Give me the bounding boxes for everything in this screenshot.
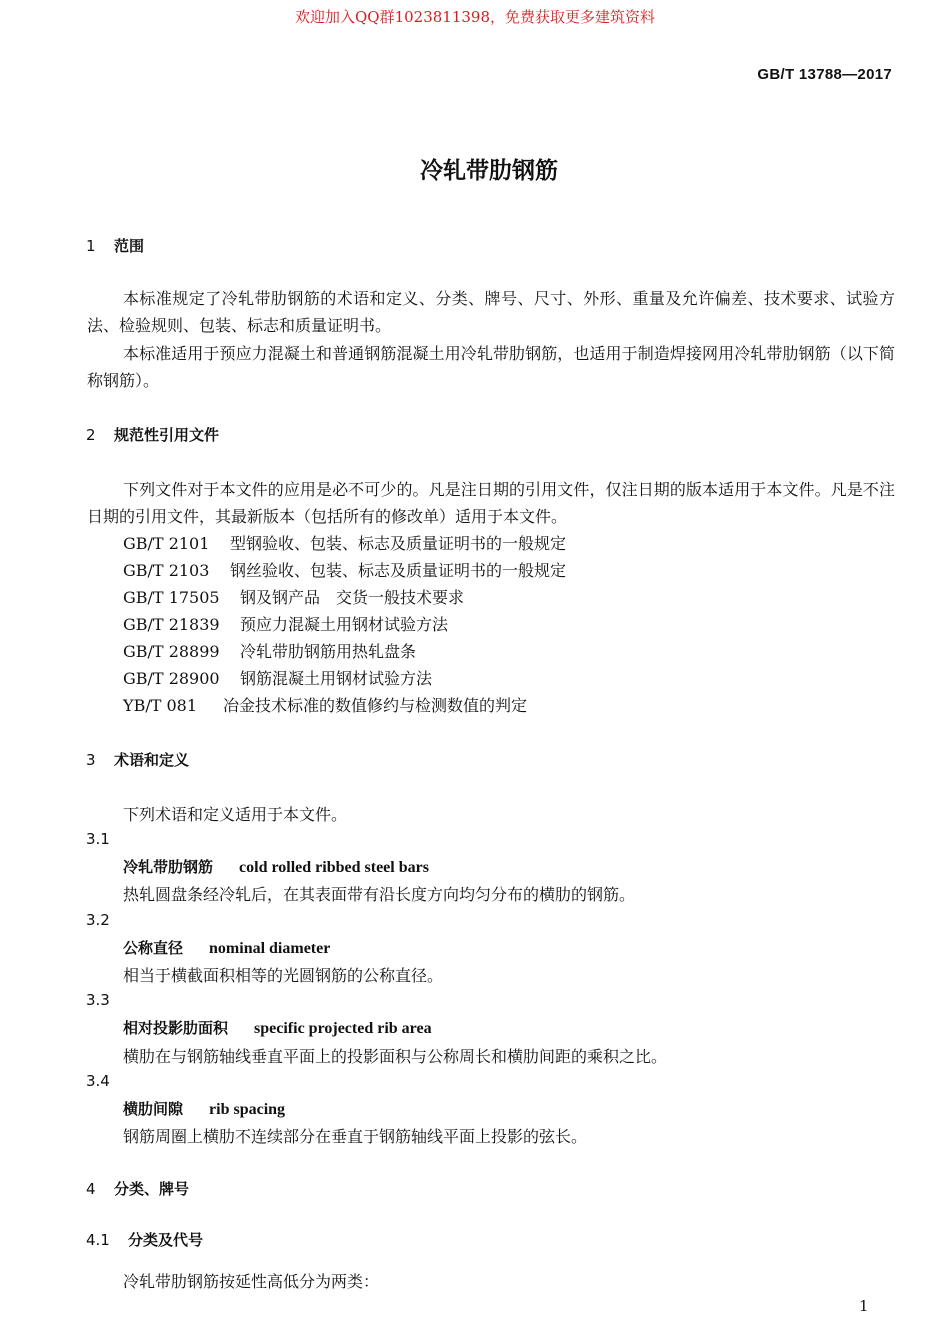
reference-title: 冶金技术标准的数值修约与检测数值的判定 xyxy=(223,696,528,715)
reference-title: 预应力混凝土用钢材试验方法 xyxy=(240,615,449,634)
section-3-heading xyxy=(86,749,189,770)
reference-title: 冷轧带肋钢筋用热轧盘条 xyxy=(240,642,417,661)
reference-title: 钢丝验收、包装、标志及质量证明书的一般规定 xyxy=(230,561,567,580)
section-title: 范围 xyxy=(114,237,145,255)
section-number: 3 xyxy=(86,751,96,769)
reference-item xyxy=(123,639,416,662)
section-4-paragraph: 冷轧带肋钢筋按延性高低分为两类： xyxy=(123,1272,380,1291)
term-definition: 横肋在与钢筋轴线垂直平面上的投影面积与公称周长和横肋间距的乘积之比。 xyxy=(123,1047,668,1066)
section-title: 分类、牌号 xyxy=(114,1180,190,1198)
term-heading xyxy=(123,1017,432,1038)
document-title: 冷轧带肋钢筋 xyxy=(420,158,558,184)
standard-number: GB/T 13788—2017 xyxy=(757,66,892,83)
reference-code: GB/T 28899 xyxy=(123,642,220,661)
term-number: 3.4 xyxy=(86,1072,110,1090)
term-chinese: 横肋间隙 xyxy=(123,1100,184,1118)
term-heading xyxy=(123,1098,285,1119)
section-number: 1 xyxy=(86,237,96,255)
reference-title: 钢筋混凝土用钢材试验方法 xyxy=(240,669,433,688)
reference-item xyxy=(123,666,432,689)
reference-code: YB/T 081 xyxy=(123,696,198,715)
reference-item xyxy=(123,612,448,635)
reference-item xyxy=(123,558,566,581)
term-number: 3.1 xyxy=(86,830,110,848)
reference-code: GB/T 2103 xyxy=(123,561,210,580)
reference-item xyxy=(123,693,527,716)
reference-code: GB/T 21839 xyxy=(123,615,220,634)
term-english: rib spacing xyxy=(209,1101,286,1118)
term-chinese: 相对投影肋面积 xyxy=(123,1019,229,1037)
term-definition: 钢筋周圈上横肋不连续部分在垂直于钢筋轴线平面上投影的弦长。 xyxy=(123,1127,588,1146)
subsection-4-1-heading xyxy=(86,1229,203,1250)
term-definition: 热轧圆盘条经冷轧后，在其表面带有沿长度方向均匀分布的横肋的钢筋。 xyxy=(123,885,636,904)
section-2-paragraph: 下列文件对于本文件的应用是必不可少的。凡是注日期的引用文件，仅注日期的版本适用于本文件。凡是不注日期的引用文件，其最新版本（包括所有的修改单）适用于本文件。 xyxy=(87,480,895,526)
section-1-paragraph-1: 本标准规定了冷轧带肋钢筋的术语和定义、分类、牌号、尺寸、外形、重量及允许偏差、技术要求、试验方法、检验规则、包装、标志和质量证明书。 xyxy=(87,289,895,335)
reference-title: 钢及钢产品 交货一般技术要求 xyxy=(240,588,465,607)
term-english: cold rolled ribbed steel bars xyxy=(239,859,429,876)
term-number: 3.2 xyxy=(86,911,110,929)
section-2-heading xyxy=(86,424,219,445)
subsection-number: 4.1 xyxy=(86,1231,110,1249)
section-number: 4 xyxy=(86,1180,96,1198)
page-number: 1 xyxy=(859,1297,869,1315)
term-definition: 相当于横截面积相等的光圆钢筋的公称直径。 xyxy=(123,966,444,985)
term-heading xyxy=(123,856,429,877)
term-chinese: 冷轧带肋钢筋 xyxy=(123,858,214,876)
section-title: 规范性引用文件 xyxy=(114,426,220,444)
section-1-paragraph-2: 本标准适用于预应力混凝土和普通钢筋混凝土用冷轧带肋钢筋，也适用于制造焊接网用冷轧带肋钢筋（以下简称钢筋）。 xyxy=(87,344,895,390)
term-heading xyxy=(123,937,330,958)
section-4-heading xyxy=(86,1178,189,1199)
term-chinese: 公称直径 xyxy=(123,939,184,957)
reference-item xyxy=(123,531,566,554)
section-3-intro: 下列术语和定义适用于本文件。 xyxy=(123,805,348,824)
reference-code: GB/T 28900 xyxy=(123,669,220,688)
term-english: specific projected rib area xyxy=(254,1020,432,1037)
section-1-heading xyxy=(86,235,144,256)
reference-title: 型钢验收、包装、标志及质量证明书的一般规定 xyxy=(230,534,567,553)
reference-code: GB/T 2101 xyxy=(123,534,210,553)
reference-code: GB/T 17505 xyxy=(123,588,220,607)
reference-item xyxy=(123,585,464,608)
section-title: 术语和定义 xyxy=(114,751,190,769)
subsection-title: 分类及代号 xyxy=(128,1231,204,1249)
section-number: 2 xyxy=(86,426,96,444)
term-number: 3.3 xyxy=(86,991,110,1009)
term-english: nominal diameter xyxy=(209,940,331,957)
watermark-banner: 欢迎加入QQ群1023811398，免费获取更多建筑资料 xyxy=(294,8,656,26)
